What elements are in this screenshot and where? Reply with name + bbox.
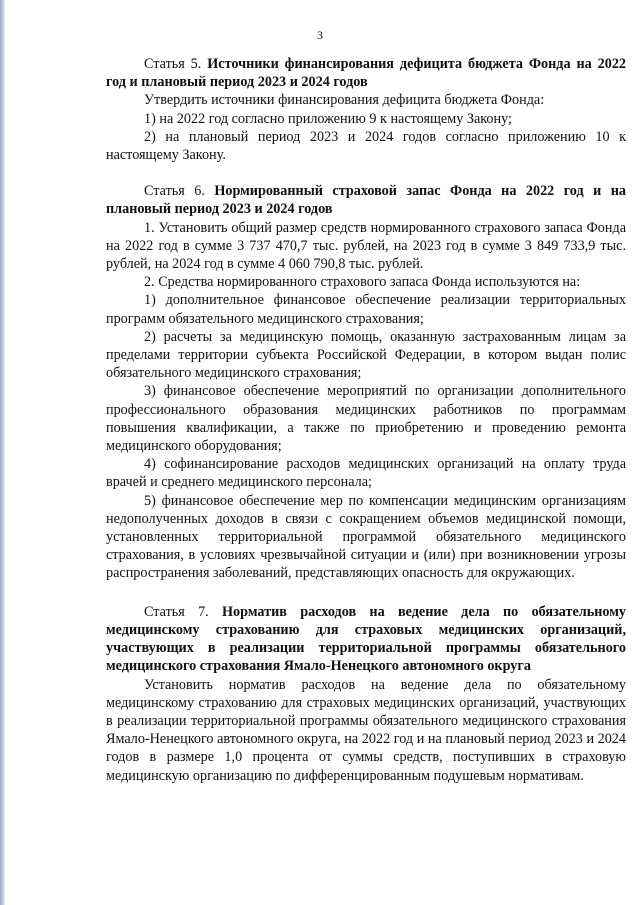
paragraph: 2) расчеты за медицинскую помощь, оказанную застрахованным лицам за пределами территории субъекта Российской Федерации, в котором выдан полис обязательного медицинского страхования;: [106, 328, 626, 382]
article-heading: [106, 182, 626, 218]
article-title: Норматив расходов на ведение дела по обязательному медицинскому страхованию для страховых медицинских организаций, участвующих в реализации территориальной программы обязательного медицинского страхования Ямало-Ненецкого автономного округа: [106, 603, 626, 675]
article-label: Статья 5.: [144, 56, 202, 72]
article-7: [106, 603, 626, 785]
document-body: [106, 55, 626, 785]
article-label: Статья 6.: [144, 183, 205, 200]
paragraph: Установить норматив расходов на ведение дела по обязательному медицинскому страхованию для страховых медицинских организаций, участвующих в реализации территориальной программы обязательного медицинского страхования Ямало-Ненецкого автономного округа, на 2022 год и на плановый период 2023 и 2024 годов в размере 1,0 процента от суммы средств, поступивших в страховую медицинскую организацию по дифференцированным подушевым нормативам.: [106, 676, 626, 784]
scan-edge: [0, 0, 5, 905]
paragraph: 1) дополнительное финансовое обеспечение реализации территориальных программ обязательного медицинского страхования;: [106, 292, 626, 327]
paragraph: 4) софинансирование расходов медицинских организаций на оплату труда врачей и среднего медицинского персонала;: [106, 456, 626, 491]
paragraph: 1) на 2022 год согласно приложению 9 к настоящему Закону;: [144, 110, 512, 127]
article-label: Статья 7.: [144, 603, 209, 620]
paragraph: 3) финансовое обеспечение мероприятий по организации дополнительного профессионального образования медицинских работников по программам повышения квалификации, а также по приобретению и проведению ремонта медицинского оборудования;: [106, 383, 626, 455]
article-6: [106, 182, 626, 582]
article-title: Источники финансирования дефицита бюджета Фонда на 2022 год и плановый период 2023 и 2024 годов: [106, 56, 627, 91]
article-heading: [106, 603, 626, 676]
paragraph: 5) финансовое обеспечение мер по компенсации медицинским организациям недополученных доходов в связи с сокращением объемов медицинской помощи, установленных территориальной программой обязательного медицинского страхования, в условиях чрезвычайной ситуации и (или) при возникновении угрозы распространения заболеваний, представляющих опасность для окружающих.: [106, 492, 626, 582]
article-heading: [106, 55, 626, 91]
paragraph: Утвердить источники финансирования дефицита бюджета Фонда:: [144, 92, 545, 109]
paragraph: 2. Средства нормированного страхового запаса Фонда используются на:: [144, 274, 581, 291]
article-title: Нормированный страховой запас Фонда на 2022 год и на плановый период 2023 и 2024 годов: [106, 183, 627, 218]
paragraph: 1. Установить общий размер средств нормированного страхового запаса Фонда на 2022 год в сумме 3 737 470,7 тыс. рублей, на 2023 год в сумме 3 849 733,9 тыс. рублей, на 2024 год в сумме 4 060 790,8 тыс. рублей.: [106, 219, 626, 273]
paragraph: 2) на плановый период 2023 и 2024 годов согласно приложению 10 к настоящему Закону.: [106, 128, 626, 164]
page-number: 3: [317, 28, 323, 42]
article-5: [106, 55, 626, 164]
